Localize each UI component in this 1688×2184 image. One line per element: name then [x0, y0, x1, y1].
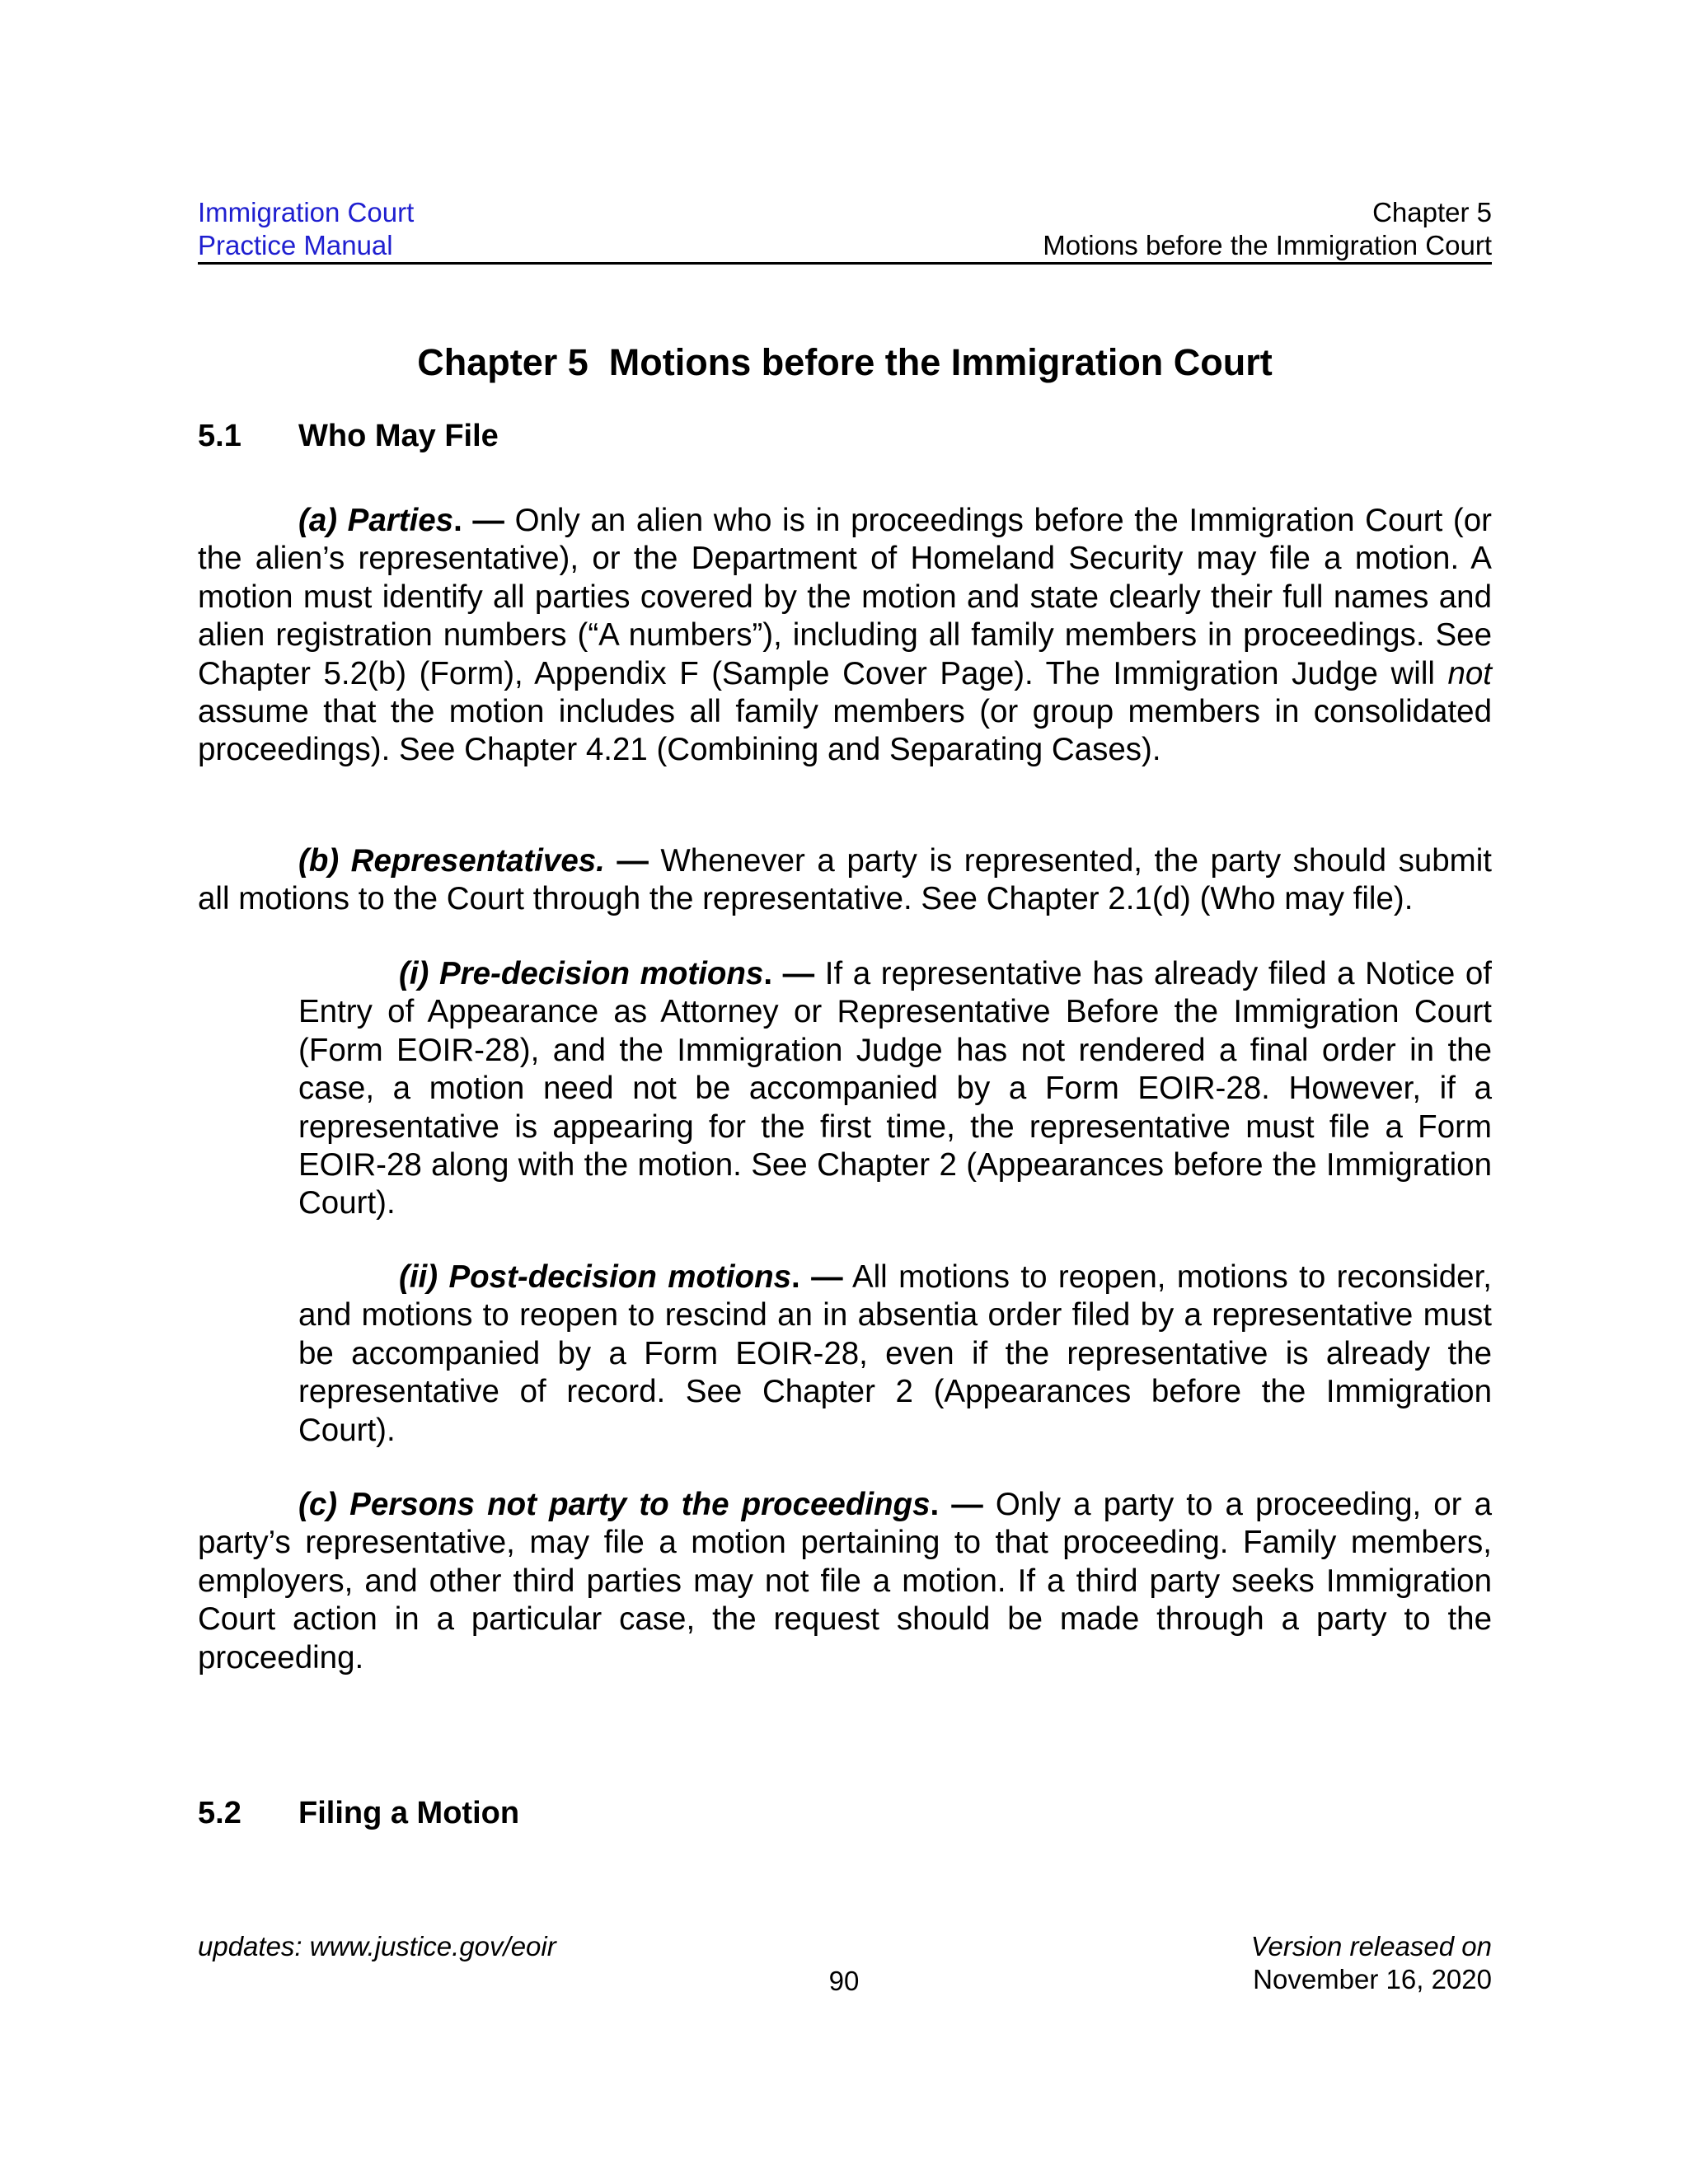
page-number: 90: [828, 1966, 860, 1996]
paragraph-dash: —: [604, 843, 649, 879]
paragraph-text: Whenever a party is represented, the party should submit all motions to the Court through the representative. See Chapter 2.1(d) (Who may file).: [198, 843, 1492, 917]
paragraph-lead: (i) Pre-decision motions: [399, 956, 764, 991]
chapter-label: [1043, 196, 1492, 262]
section-title: Filing a Motion: [298, 1796, 520, 1830]
manual-title: [198, 196, 414, 262]
header-right-line2: Motions before the Immigration Court: [1043, 230, 1492, 260]
header-left-line1: Immigration Court: [198, 197, 415, 227]
version-label: Version released on: [1250, 1931, 1492, 1961]
paragraph-pre-decision-motions: [298, 955, 1492, 1223]
page-header: [198, 196, 1492, 265]
footer-updates-link: updates: www.justice.gov/eoir: [198, 1931, 556, 1961]
header-right-line1: Chapter 5: [1372, 197, 1492, 227]
paragraph-post-decision-motions: [298, 1258, 1492, 1450]
section-number: 5.1: [198, 419, 241, 453]
section-number: 5.2: [198, 1796, 241, 1830]
section-heading-5-2: [198, 1794, 519, 1832]
section-heading-5-1: [198, 417, 499, 455]
paragraph-lead: (c) Persons not party to the proceedings: [298, 1487, 931, 1522]
paragraph-lead: (b) Representatives.: [298, 843, 605, 879]
paragraph-persons-not-party: [198, 1486, 1492, 1677]
header-left-line2: Practice Manual: [198, 230, 393, 260]
paragraph-lead: (ii) Post-decision motions: [399, 1259, 792, 1295]
paragraph-text: Only a party to a proceeding, or a party’s representative, may file a motion pertaining to that proceeding. Family members, employers, and other third parties may not file a motion. If a third party seeks Immigration Court action in a particular case, the request should be made through a party to the proceeding.: [198, 1487, 1492, 1675]
version-date: November 16, 2020: [1253, 1964, 1492, 1994]
paragraph-dash: . —: [930, 1487, 983, 1522]
paragraph-parties: [198, 502, 1492, 770]
section-title: Who May File: [298, 419, 499, 453]
paragraph-lead: (a) Parties: [298, 503, 454, 538]
paragraph-emphasis: not: [1447, 655, 1492, 691]
paragraph-text: Only an alien who is in proceedings before the Immigration Court (or the alien’s representative), or the Department of Homeland Security may file a motion. A motion must identify all parties covered by the motion and state clearly their full names and alien registration numbers (“A numbers”), including all family members in proceedings. See Chapter 5.2(b) (Form), Appendix F (Sample Cover Page). The Immigration Judge will: [198, 503, 1492, 691]
paragraph-representatives: [198, 842, 1492, 919]
paragraph-dash: . —: [763, 956, 815, 991]
chapter-title: Chapter 5 Motions before the Immigration Court: [417, 341, 1273, 383]
paragraph-dash: . —: [453, 503, 504, 538]
paragraph-dash: . —: [791, 1259, 843, 1295]
paragraph-text: If a representative has already filed a Notice of Entry of Appearance as Attorney or Representative Before the Immigration Court (Form EOIR-28), and the Immigration Judge has not rendered a final order in the case, a motion need not be accompanied by a Form EOIR-28. However, if a representative is appearing for the first time, the representative must file a Form EOIR-28 along with the motion. See Chapter 2 (Appearances before the Immigration Court).: [298, 956, 1492, 1221]
footer-version: [1251, 1930, 1492, 1996]
paragraph-text: All motions to reopen, motions to reconsider, and motions to reopen to rescind an in absentia order filed by a representative must be accompanied by a Form EOIR-28, even if the representative is already the representative of record. See Chapter 2 (Appearances before the Immigration Court).: [298, 1259, 1492, 1448]
paragraph-text: assume that the motion includes all family members (or group members in consolidated proceedings). See Chapter 4.21 (Combining and Separating Cases).: [198, 694, 1492, 768]
